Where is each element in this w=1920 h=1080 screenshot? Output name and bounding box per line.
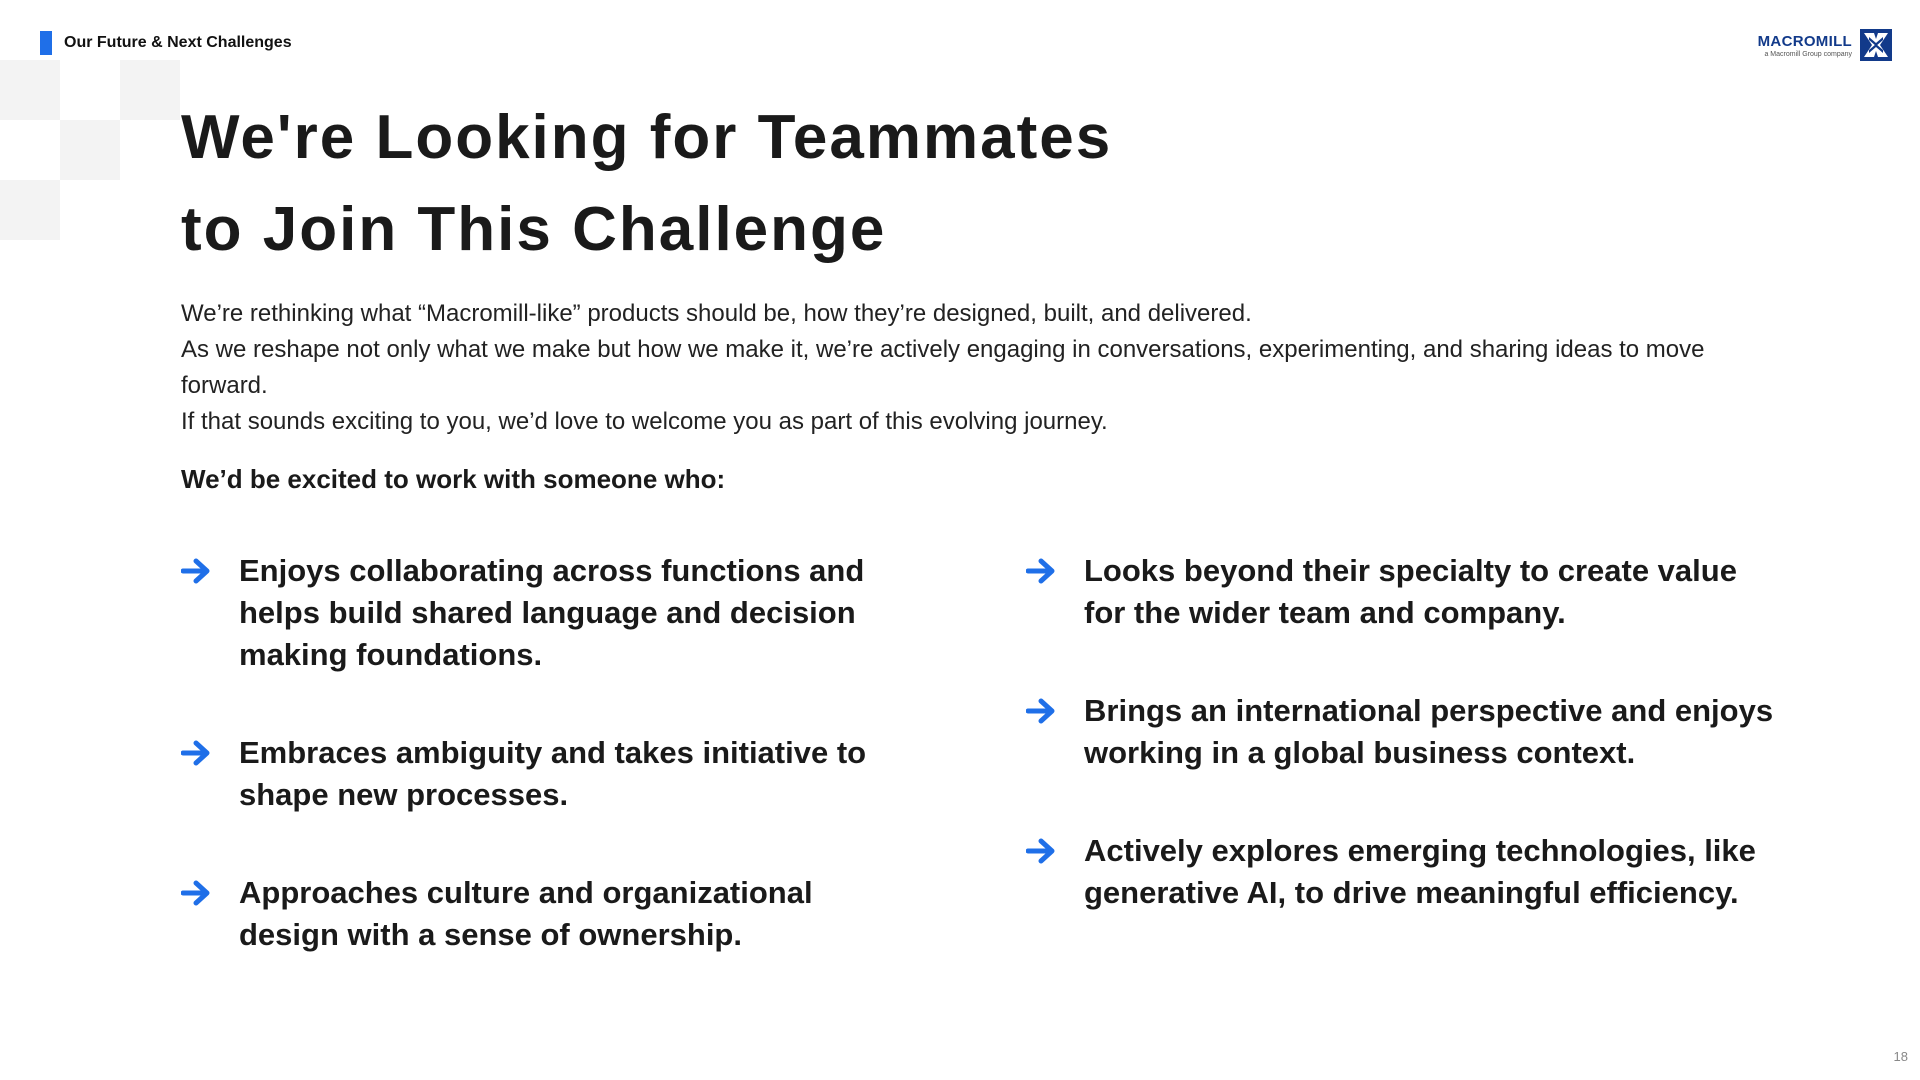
bullet-text: Actively explores emerging technologies, like generative AI, to drive meaningful efficiency.	[1084, 833, 1756, 910]
checker-decoration	[0, 60, 180, 242]
title-line-1: We're Looking for Teammates	[181, 103, 1113, 172]
page-title	[181, 92, 1112, 276]
logo-tagline: a Macromill Group company	[1764, 50, 1852, 58]
arrow-right-icon	[1026, 697, 1056, 725]
section-tag	[40, 31, 292, 55]
left-bullet-list	[181, 550, 901, 956]
bullet-text: Enjoys collaborating across functions and helps build shared language and decision making foundations.	[239, 553, 865, 672]
logo-brand: MACROMILL	[1757, 32, 1852, 50]
lead-text: We’d be excited to work with someone who:	[181, 464, 726, 494]
section-label: Our Future & Next Challenges	[64, 34, 292, 51]
arrow-right-icon	[1026, 837, 1056, 865]
intro-paragraph-3: If that sounds exciting to you, we’d love to welcome you as part of this evolving journey.	[181, 408, 1108, 435]
bullet-item	[181, 872, 901, 956]
page-number: 18	[1893, 1049, 1908, 1064]
bullet-item	[1026, 830, 1786, 914]
title-line-2: to Join This Challenge	[181, 195, 887, 264]
intro-text	[181, 296, 1741, 440]
macromill-logo-icon	[1860, 29, 1892, 61]
macromill-logo	[1758, 29, 1892, 61]
bullet-text: Embraces ambiguity and takes initiative to shape new processes.	[239, 735, 867, 812]
bullet-text: Brings an international perspective and enjoys working in a global business context.	[1084, 693, 1774, 770]
arrow-right-icon	[181, 879, 211, 907]
bullet-item	[1026, 550, 1786, 634]
bullet-text: Looks beyond their specialty to create value for the wider team and company.	[1084, 553, 1737, 630]
arrow-right-icon	[181, 557, 211, 585]
bullet-item	[181, 732, 901, 816]
intro-paragraph-2: As we reshape not only what we make but how we make it, we’re actively engaging in conversations, experimenting, and sharing ideas to move forward.	[181, 336, 1705, 399]
intro-paragraph-1: We’re rethinking what “Macromill-like” products should be, how they’re designed, built, and delivered.	[181, 300, 1252, 327]
bullet-item	[181, 550, 901, 676]
bullet-text: Approaches culture and organizational design with a sense of ownership.	[239, 875, 813, 952]
arrow-right-icon	[181, 739, 211, 767]
arrow-right-icon	[1026, 557, 1056, 585]
section-accent-bar	[40, 31, 52, 55]
bullet-item	[1026, 690, 1786, 774]
right-bullet-list	[1026, 550, 1786, 914]
